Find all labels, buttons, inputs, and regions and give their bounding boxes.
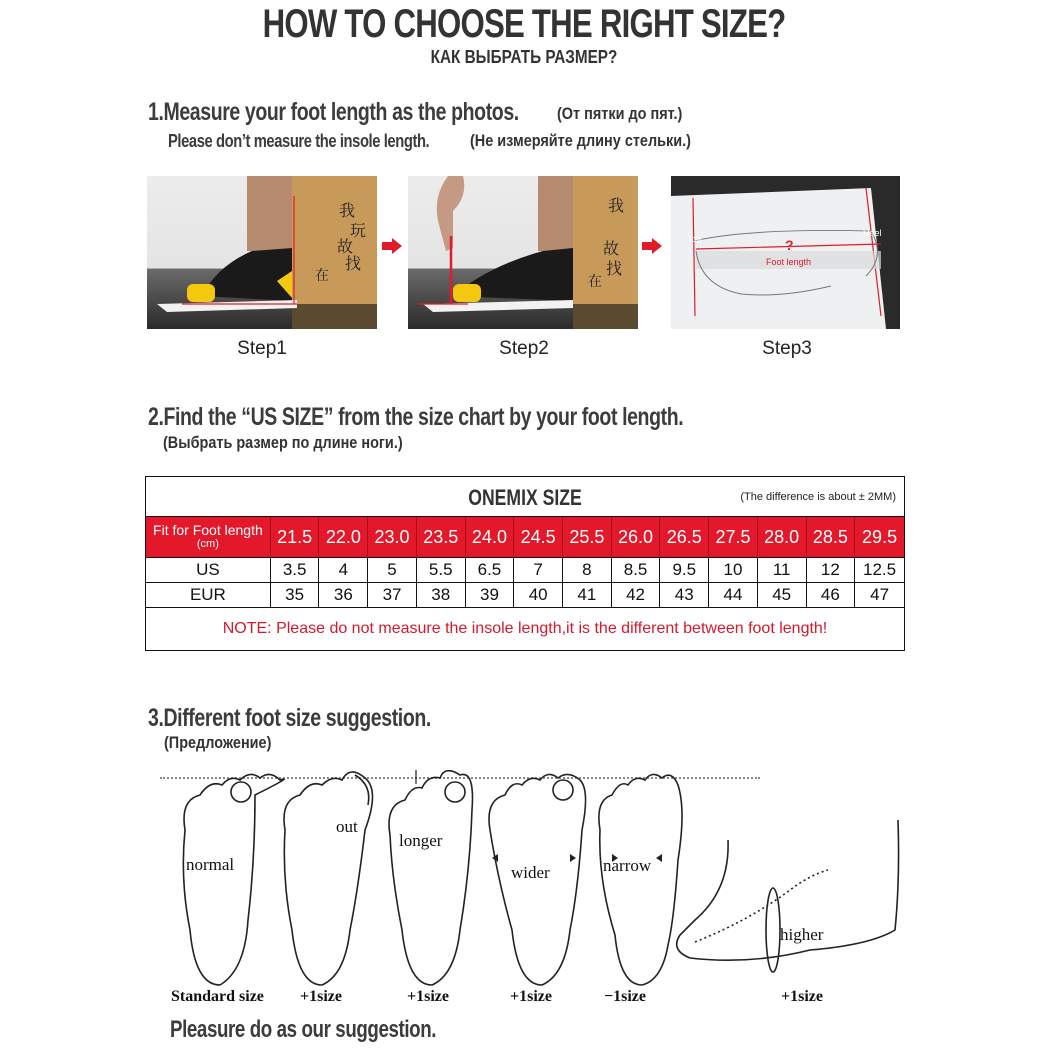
step1-heading-ru: (От пятки до пят.) — [557, 104, 683, 123]
svg-text:在: 在 — [588, 273, 602, 289]
eur-size-cell: 45 — [758, 583, 807, 607]
foot-type-label: wider — [511, 863, 550, 882]
us-size-cell: 8.5 — [612, 558, 661, 582]
foot-length-cell: 25.5 — [563, 517, 612, 557]
eur-size-cell: 43 — [660, 583, 709, 607]
svg-text:找: 找 — [345, 256, 362, 273]
svg-text:?: ? — [785, 237, 794, 253]
svg-text:在: 在 — [315, 267, 329, 283]
foot-length-cell: 26.0 — [612, 517, 661, 557]
us-size-cell: 9.5 — [660, 558, 709, 582]
eur-size-cell: 42 — [612, 583, 661, 607]
svg-text:玩: 玩 — [350, 223, 367, 240]
size-chart-table — [145, 476, 905, 651]
suggestion-footer: Pleasure do as our suggestion. — [170, 1016, 437, 1043]
step3-label: Step3 — [762, 338, 812, 359]
us-size-row — [146, 558, 904, 583]
size-suggestion-label: +1size — [781, 988, 823, 1005]
step1-label: Step1 — [237, 338, 287, 359]
us-size-cell: 3.5 — [271, 558, 320, 582]
svg-text:我: 我 — [339, 203, 356, 220]
foot-measuring-illustration — [408, 176, 638, 329]
eur-size-cell: 41 — [563, 583, 612, 607]
foot-length-header-label: Fit for Foot length — [153, 522, 263, 538]
foot-length-cell: 28.0 — [758, 517, 807, 557]
us-size-cell: 6.5 — [466, 558, 515, 582]
size-suggestion-label: +1size — [407, 988, 449, 1005]
foot-length-cell: 29.5 — [855, 517, 904, 557]
arrow-right-icon — [382, 238, 402, 254]
size-difference-note: (The difference is about ± 2MM) — [740, 491, 896, 503]
us-size-cell: 5.5 — [417, 558, 466, 582]
step3-heading: 3.Different foot size suggestion. — [148, 704, 431, 732]
foot-length-cell: 24.0 — [466, 517, 515, 557]
svg-text:故: 故 — [337, 239, 354, 256]
svg-text:故: 故 — [603, 241, 620, 258]
foot-type-label: out — [336, 817, 358, 836]
foot-length-header — [146, 517, 271, 557]
size-suggestion-label: +1size — [510, 988, 552, 1005]
foot-type-label: narrow — [603, 856, 652, 875]
foot-against-box-illustration — [147, 176, 377, 329]
eur-size-cell: 47 — [870, 585, 890, 604]
step2-photo — [408, 176, 638, 329]
us-size-cell: 12 — [807, 558, 856, 582]
foot-length-cell: 23.0 — [368, 517, 417, 557]
foot-outline-on-paper-illustration — [671, 176, 900, 329]
eur-size-cell: 44 — [709, 583, 758, 607]
foot-type-label: longer — [399, 831, 443, 850]
eur-size-cell: 39 — [466, 583, 515, 607]
page-subtitle-ru: КАК ВЫБРАТЬ РАЗМЕР? — [430, 47, 618, 67]
us-header: US — [146, 558, 271, 582]
step1-subheading: Please don’t measure the insole length. — [168, 131, 430, 151]
foot-length-cell: 21.5 — [271, 517, 320, 557]
svg-text:找: 找 — [606, 261, 623, 278]
size-suggestion-label: −1size — [604, 988, 646, 1005]
us-size-cell: 12.5 — [863, 560, 897, 579]
eur-size-cell: 38 — [417, 583, 466, 607]
eur-size-cell: 46 — [807, 583, 856, 607]
eur-size-cell: 35 — [271, 583, 320, 607]
foot-length-row — [146, 517, 904, 558]
page-title: HOW TO CHOOSE THE RIGHT SIZE? — [262, 2, 786, 46]
foot-length-cell: 28.5 — [807, 517, 856, 557]
foot-length-header-unit: (cm) — [196, 538, 219, 550]
foot-type-label: normal — [186, 855, 235, 874]
foot-length-cell: 27.5 — [709, 517, 758, 557]
step1-photo — [147, 176, 377, 329]
eur-size-row — [146, 583, 904, 608]
eur-size-cell: 37 — [368, 583, 417, 607]
step2-heading: 2.Find the “US SIZE” from the size chart by your foot length. — [148, 403, 684, 431]
size-table-title: ONEMIX SIZE — [468, 485, 582, 510]
foot-length-cell: 24.5 — [514, 517, 563, 557]
foot-length-cell: 22.0 — [319, 517, 368, 557]
us-size-cell: 4 — [319, 558, 368, 582]
foot-length-cell: 23.5 — [417, 517, 466, 557]
step2-heading-ru: (Выбрать размер по длине ноги.) — [163, 433, 403, 452]
svg-text:Heel: Heel — [863, 228, 882, 238]
foot-types-illustration — [150, 770, 910, 1000]
step2-label: Step2 — [499, 338, 549, 359]
foot-length-cell: 26.5 — [660, 517, 709, 557]
arrow-right-icon — [642, 238, 662, 254]
us-size-cell: 8 — [563, 558, 612, 582]
insole-note: NOTE: Please do not measure the insole length,it is the different between foot length! — [222, 620, 828, 637]
foot-type-label: higher — [780, 925, 824, 944]
step1-heading: 1.Measure your foot length as the photos. — [148, 98, 519, 126]
us-size-cell: 7 — [514, 558, 563, 582]
eur-header: EUR — [146, 583, 271, 607]
us-size-cell: 10 — [709, 558, 758, 582]
svg-text:我: 我 — [608, 198, 625, 215]
svg-text:Toe: Toe — [687, 234, 702, 244]
size-suggestion-label: Standard size — [171, 988, 264, 1005]
eur-size-cell: 36 — [319, 583, 368, 607]
size-suggestion-label: +1size — [300, 988, 342, 1005]
eur-size-cell: 40 — [514, 583, 563, 607]
svg-text:Foot length: Foot length — [766, 257, 812, 267]
step1-subheading-ru: (Не измеряйте длину стельки.) — [470, 131, 691, 150]
step3-heading-ru: (Предложение) — [164, 733, 272, 752]
us-size-cell: 11 — [758, 558, 807, 582]
us-size-cell: 5 — [368, 558, 417, 582]
step3-photo — [671, 176, 900, 329]
size-table-title-row — [146, 477, 904, 517]
